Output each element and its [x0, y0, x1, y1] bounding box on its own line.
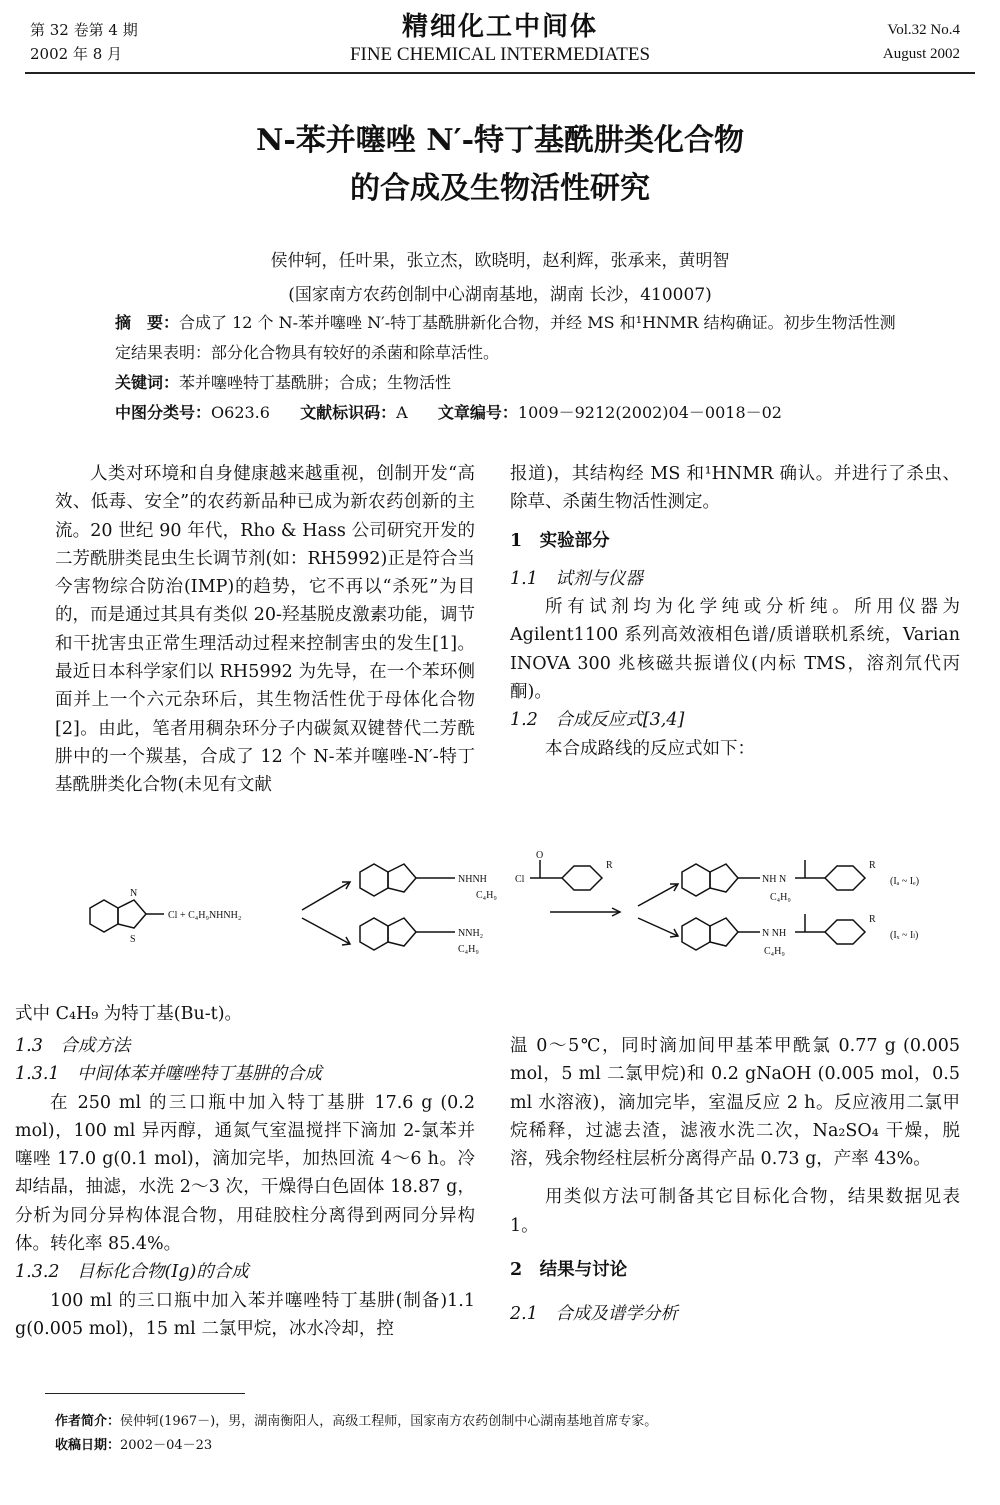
- author-list: 侯仲轲，任叶果，张立杰，欧晓明，赵利辉，张承来，黄明智: [270, 251, 730, 271]
- left-column-methods: [15, 1032, 475, 1343]
- received-date-label: 收稿日期：: [55, 1438, 121, 1453]
- prod-bot-nh: N NH: [762, 928, 787, 939]
- publication-date: 2002 年 8 月: [30, 45, 123, 63]
- target-synthesis-cont: 温 0～5℃，同时滴加间甲基苯甲酰氯 0.77 g (0.005 mol，5 ml 二氯甲烷)和 0.2 gNaOH (0.005 mol，0.5 ml 水溶液)，滴加完毕，室温反应 2 h。反应液用二氯甲烷稀释，过滤去渣，滤液水洗二次，Na₂SO₄ 干燥，脱溶，残余物经柱层析分离得产品 0.73 g，产率 43%。: [510, 1036, 960, 1170]
- target-synthesis-paragraph: 100 ml 的三口瓶中加入苯并噻唑特丁基肼(制备)1.1 g(0.005 mol)，15 ml 二氯甲烷，冰水冷却，控: [15, 1290, 475, 1339]
- abstract-block: [115, 308, 905, 428]
- journal-name-en: FINE CHEMICAL INTERMEDIATES: [349, 44, 651, 65]
- clc-label: 中图分类号：: [115, 403, 212, 422]
- volume-issue-en: Vol.32 No.4: [887, 22, 960, 38]
- scheme-intro: 本合成路线的反应式如下：: [545, 738, 755, 759]
- scheme-reactant: Cl + C₄H₉NHNH₂: [168, 910, 242, 921]
- keywords: [115, 368, 905, 398]
- section-2-heading: 2 结果与讨论: [510, 1260, 628, 1281]
- keywords-text: 苯并噻唑特丁基酰肼；合成；生物活性: [179, 373, 452, 392]
- article-number: 1009－9212(2002)04－0018－02: [517, 403, 782, 422]
- section-1-3-1-heading: 1.3.1 中间体苯并噻唑特丁基肼的合成: [15, 1064, 323, 1085]
- received-date-text: 2002－04－23: [120, 1438, 213, 1453]
- reagents-paragraph: 所有试剂均为化学纯或分析纯。所用仪器为 Agilent1100 系列高效液相色谱/质谱联机系统，Varian INOVA 300 兆核磁共振谱仪(内标 TMS，溶剂氘代丙酮)。: [510, 597, 960, 703]
- prod-top-sub: C₄H₉: [770, 892, 791, 903]
- reagent-cl: Cl: [515, 874, 525, 885]
- paper-title-line2: 的合成及生物活性研究: [350, 171, 650, 206]
- author-bio-text: 侯仲轲(1967－)，男，湖南衡阳人，高级工程师，国家南方农药创制中心湖南基地首席专家。: [120, 1414, 658, 1429]
- clc-number: O623.6: [211, 403, 270, 422]
- prod-top-nh: NH N: [762, 874, 787, 885]
- paper-title-line1: N-苯并噻唑 N′-特丁基酰肼类化合物: [255, 123, 745, 158]
- right-column-top: [510, 460, 960, 763]
- abstract: [115, 308, 905, 368]
- journal-name-zh: 精细化工中间体: [401, 12, 598, 42]
- author-bio-label: 作者简介：: [55, 1414, 121, 1429]
- section-1-3-heading: 1.3 合成方法: [15, 1036, 131, 1056]
- section-1-3-2-heading: 1.3.2 目标化合物(Ig)的合成: [15, 1262, 249, 1283]
- atom-s-start: S: [130, 934, 136, 945]
- volume-issue: 第 32 卷第 4 期: [30, 21, 138, 39]
- affiliation: (国家南方农药创制中心湖南基地，湖南 长沙，410007): [288, 285, 712, 305]
- reagent-r: R: [606, 860, 613, 871]
- int-bot-sub: C₄H₉: [458, 944, 479, 955]
- atom-n-start: N: [130, 888, 138, 899]
- section-1-heading: 1 实验部分: [510, 530, 610, 551]
- header-rule: [25, 72, 975, 74]
- reaction-scheme: [60, 848, 960, 983]
- classification-line: [115, 398, 905, 428]
- publication-date-en: August 2002: [882, 46, 960, 62]
- int-top-label: NHNH: [458, 874, 487, 885]
- abstract-label: 摘 要：: [115, 313, 180, 332]
- intermediate-synthesis-paragraph: 在 250 ml 的三口瓶中加入特丁基肼 17.6 g (0.2 mol)，100 ml 异丙醇，通氮气室温搅拌下滴加 2-氯苯并噻唑 17.0 g(0.1 mol)，滴加完毕，加热回流 4～6 h。冷却结晶，抽滤，水洗 2～3 次，干燥得白色固体 18.87 g，分析为同分异构体混合物，用硅胶柱分离得到两同分异构体。转化率 85.4%。: [15, 1092, 475, 1255]
- received-date: [55, 1434, 955, 1458]
- section-1-1-heading: 1.1 试剂与仪器: [510, 568, 643, 589]
- section-1-2-heading: 1.2 合成反应式[3,4]: [510, 710, 685, 731]
- scheme-note: 式中 C₄H₉ 为特丁基(Bu-t)。: [15, 1004, 243, 1024]
- right-column-methods: [510, 1032, 960, 1329]
- prod-bot-sub: C₄H₉: [764, 946, 785, 957]
- int-bot-label: NNH₂: [458, 928, 484, 939]
- prod-bot-r: R: [869, 914, 876, 925]
- doc-code: A: [396, 403, 408, 422]
- section-2-1-heading: 2.1 合成及谱学分析: [510, 1304, 678, 1325]
- intro-paragraph-cont: 报道)，其结构经 MS 和¹HNMR 确认。并进行了杀虫、除草、杀菌生物活性测定。: [510, 464, 960, 513]
- keywords-label: 关键词：: [115, 373, 180, 392]
- footnote: [55, 1410, 955, 1458]
- author-bio: [55, 1410, 955, 1434]
- doc-code-label: 文献标识码：: [300, 403, 397, 422]
- left-column-intro: [55, 460, 475, 800]
- reagent-o: O: [536, 850, 544, 861]
- abstract-text: 合成了 12 个 N-苯并噻唑 N′-特丁基酰肼新化合物，并经 MS 和¹HNMR 结构确证。初步生物活性测定结果表明：部分化合物具有较好的杀菌和除草活性。: [115, 313, 896, 362]
- journal-name: [0, 10, 1000, 66]
- range-bot: (Iₓ ~ Iₗ): [890, 930, 919, 941]
- int-top-sub: C₄H₉: [476, 890, 497, 901]
- issue-info-en: [883, 18, 960, 66]
- range-top: (Iₐ ~ Iₑ): [890, 876, 920, 887]
- intro-paragraph: 人类对环境和自身健康越来越重视，创制开发“高效、低毒、安全”的农药新品种已成为新农药创新的主流。20 世纪 90 年代，Rho & Hass 公司研究开发的二芳酰肼类昆虫生长调节剂(如：RH5992)正是符合当今害物综合防治(IMP)的趋势，它不再以“杀死”为目的，而是通过其具有类似 20-羟基脱皮激素功能，调节和干扰害虫正常生理活动过程来控制害虫的发生[1]。最近日本科学家们以 RH5992 为先导，在一个苯环侧面并上一个六元杂环后，其生物活性优于母体化合物[2]。由此，笔者用稠杂环分子内碳氮双键替代二芳酰肼中的一个羰基，合成了 12 个 N-苯并噻唑-N′-特丁基酰肼类化合物(未见有文献: [55, 464, 475, 796]
- prod-top-r: R: [869, 860, 876, 871]
- article-number-label: 文章编号：: [437, 403, 518, 422]
- other-compounds-paragraph: 用类似方法可制备其它目标化合物，结果数据见表 1。: [510, 1187, 960, 1236]
- footnote-rule: [45, 1393, 245, 1394]
